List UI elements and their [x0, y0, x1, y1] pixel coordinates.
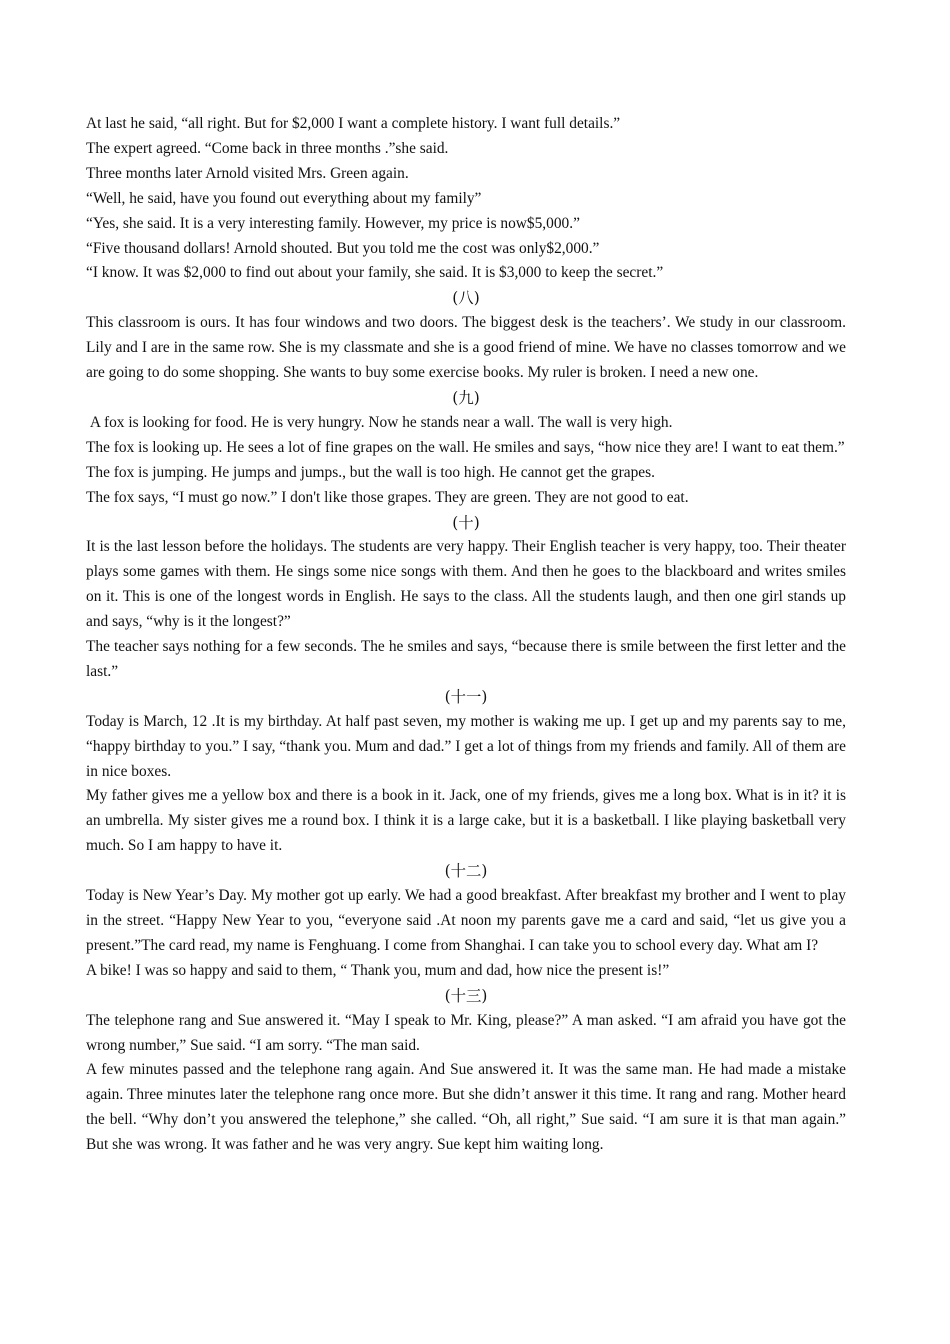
paragraph: It is the last lesson before the holidays. The students are very happy. Their English teacher is very happy, too. Their theater plays some games with them. He sings some nice songs with them. And then he goes to the blackboard and writes smiles on it. This is one of the longest words in English. He says to the class. All the students laugh, and then one girl stands up and says, “why is it the longest?”	[86, 538, 846, 631]
paragraph: This classroom is ours. It has four windows and two doors. The biggest desk is the teachers’. We study in our classroom. Lily and I are in the same row. She is my classmate and she is a good friend of mine. We have no classes tomorrow and we are going to do some shopping. She wants to buy some exercise books. My ruler is broken. I need a new one.	[86, 314, 846, 382]
section-12	[86, 859, 846, 984]
paragraph: The fox says, “I must go now.” I don't like those grapes. They are green. They are not good to eat.	[86, 488, 689, 506]
intro-line: “I know. It was $2,000 to find out about your family, she said. It is $3,000 to keep the secret.”	[86, 264, 664, 282]
section-13	[86, 984, 846, 1158]
paragraph: The fox is jumping. He jumps and jumps., but the wall is too high. He cannot get the grapes.	[86, 463, 655, 481]
paragraph: The teacher says nothing for a few seconds. The he smiles and says, “because there is smile between the first letter and the last.”	[86, 638, 846, 680]
paragraph: A bike! I was so happy and said to them, “ Thank you, mum and dad, how nice the present is!”	[86, 961, 670, 979]
section-heading: (十二)	[444, 862, 488, 881]
paragraph: My father gives me a yellow box and there is a book in it. Jack, one of my friends, gives me a long box. What is in it? it is an umbrella. My sister gives me a round box. I think it is a large cake, but it is a basketball. I like playing basketball very much. So I am happy to have it.	[86, 787, 846, 855]
section-heading: (十三)	[444, 986, 488, 1005]
paragraph: The telephone rang and Sue answered it. “May I speak to Mr. King, please?” A man asked. “I am afraid you have got the wrong number,” Sue said. “I am sorry. “The man said.	[86, 1011, 846, 1054]
section-11	[86, 685, 846, 859]
section-10	[86, 511, 846, 685]
intro-line: “Well, he said, have you found out everything about my family”	[86, 189, 482, 207]
paragraph: A fox is looking for food. He is very hungry. Now he stands near a wall. The wall is very high.	[86, 413, 673, 431]
section-8	[86, 286, 846, 386]
section-heading: (十)	[452, 513, 480, 532]
intro-line: “Five thousand dollars! Arnold shouted. But you told me the cost was only$2,000.”	[86, 239, 600, 257]
intro-block	[86, 112, 846, 286]
section-heading: (十一)	[444, 687, 488, 706]
intro-line: “Yes, she said. It is a very interesting family. However, my price is now$5,000.”	[86, 214, 580, 232]
paragraph: A few minutes passed and the telephone rang again. And Sue answered it. It was the same man. He had made a mistake again. Three minutes later the telephone rang once more. But she didn’t answer it this time. It rang and rang. Mother heard the bell. “Why don’t you answered the telephone,” she called. “Oh, all right,” Sue said. “I am sure it is that man again.” But she was wrong. It was father and he was very angry. Sue kept him waiting long.	[86, 1061, 846, 1154]
section-heading: (九)	[452, 388, 480, 407]
section-9	[86, 386, 846, 511]
intro-line: At last he said, “all right. But for $2,000 I want a complete history. I want full details.”	[86, 115, 621, 132]
paragraph: Today is New Year’s Day. My mother got up early. We had a good breakfast. After breakfast my brother and I went to play in the street. “Happy New Year to you, “everyone said .At noon my parents gave me a card and said, “let us give you a present.”The card read, my name is Fenghuang. I come from Shanghai. I can take you to school every day. What am I?	[86, 887, 846, 954]
paragraph: The fox is looking up. He sees a lot of fine grapes on the wall. He smiles and says, “how nice they are! I want to eat them.”	[86, 438, 845, 456]
intro-line: Three months later Arnold visited Mrs. Green again.	[86, 164, 409, 182]
intro-line: The expert agreed. “Come back in three months .”she said.	[86, 139, 449, 157]
paragraph: Today is March, 12 .It is my birthday. At half past seven, my mother is waking me up. I get up and my parents say to me, “happy birthday to you.” I say, “thank you. Mum and dad.” I get a lot of things from my friends and family. All of them are in nice boxes.	[86, 712, 846, 780]
section-heading: (八)	[452, 289, 480, 308]
